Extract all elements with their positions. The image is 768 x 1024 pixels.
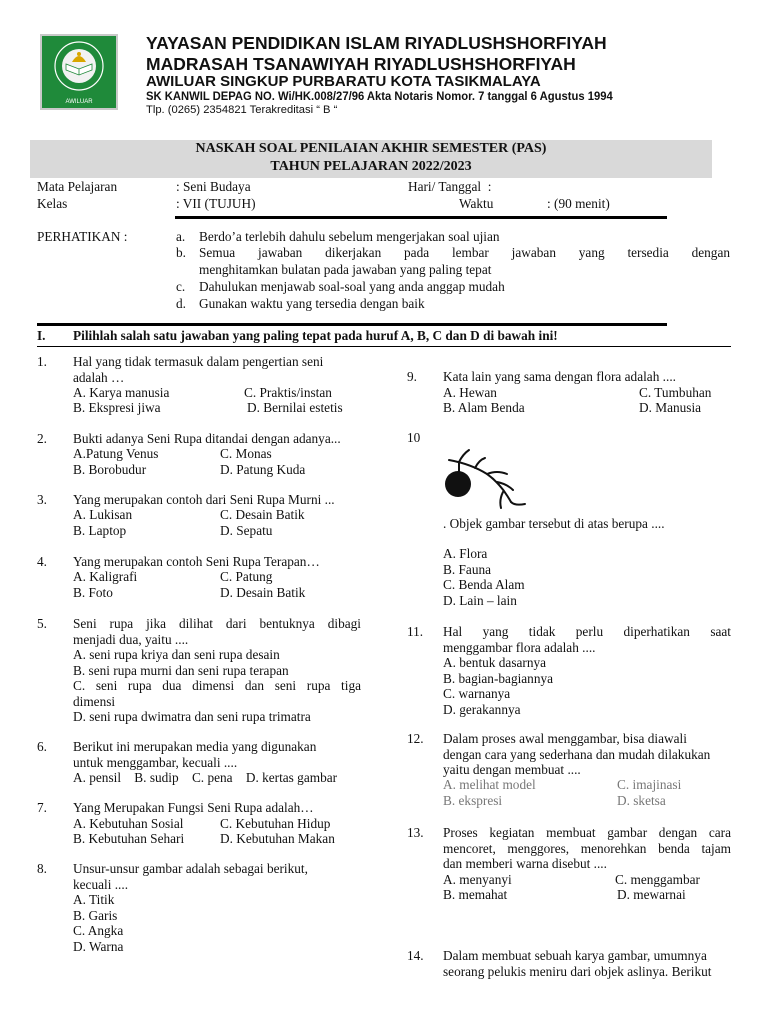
option-d[interactable]: D. Desain Batik — [220, 585, 306, 600]
option-b[interactable]: B. ekspresi — [443, 793, 503, 808]
option-a[interactable]: A. Lukisan — [73, 507, 133, 522]
option-a[interactable]: A. Karya manusia — [73, 385, 170, 400]
question-text: Kata lain yang sama dengan flora adalah .... — [443, 369, 676, 384]
option-d[interactable]: D. mewarnai — [617, 887, 686, 902]
question-text: Berikut ini merupakan media yang digunakan — [73, 739, 317, 754]
option-c[interactable]: C. Angka — [73, 923, 124, 938]
option-d[interactable]: D. Kebutuhan Makan — [220, 831, 335, 846]
question-text: Unsur-unsur gambar adalah sebagai berikut, — [73, 861, 308, 876]
school-logo — [40, 34, 118, 110]
question-11 — [407, 624, 731, 718]
question-number: 2. — [37, 431, 47, 446]
option-a[interactable]: A. Kebutuhan Sosial — [73, 816, 184, 831]
question-text: adalah … — [73, 369, 125, 385]
option-c[interactable]: C. Benda Alam — [443, 577, 525, 592]
question-number: 7. — [37, 800, 47, 815]
svg-text:AWILUAR: AWILUAR — [65, 99, 93, 105]
option-b[interactable]: B. Kebutuhan Sehari — [73, 831, 185, 846]
option-d[interactable]: D. Lain – lain — [443, 592, 517, 608]
question-text: Hal yang tidak termasuk dalam pengertian seni — [73, 354, 324, 369]
option-b[interactable]: B. Borobudur — [73, 462, 147, 477]
question-number: 3. — [37, 492, 47, 507]
question-text: Dalam proses awal menggambar, bisa diawali — [443, 731, 687, 746]
notice-b-line1: Semua jawaban dikerjakan pada lembar jawaban yang tersedia dengan — [199, 245, 730, 260]
question-text: menjadi dua, yaitu .... — [73, 631, 189, 647]
option-a[interactable]: A. bentuk dasarnya — [443, 655, 547, 670]
option-c[interactable]: C. warnanya — [443, 686, 511, 701]
notice-d-letter: d. — [176, 296, 186, 311]
option-d[interactable]: D. Patung Kuda — [220, 462, 306, 477]
school-address: AWILUAR SINGKUP PURBARATU KOTA TASIKMALAYA — [146, 73, 541, 90]
option-d[interactable]: D. sketsa — [617, 793, 666, 808]
question-5 — [37, 616, 367, 726]
option-c[interactable]: C. menggambar — [615, 872, 700, 887]
question-text: dan memberi warna disebut .... — [443, 856, 607, 871]
option-a[interactable]: A. melihat model — [443, 777, 536, 792]
question-6 — [37, 739, 367, 787]
notice-c: Dahulukan menjawab soal-soal yang anda anggap mudah — [199, 279, 505, 294]
info-divider — [175, 216, 667, 219]
option-d[interactable]: D. seni rupa dwimatra dan seni rupa trimatra — [73, 709, 311, 724]
exam-year: TAHUN PELAJARAN 2022/2023 — [270, 159, 472, 174]
question-number: 13. — [407, 825, 424, 840]
question-text: Dalam membuat sebuah karya gambar, umumnya — [443, 948, 707, 963]
option-c[interactable]: C. Desain Batik — [220, 507, 305, 522]
question-3 — [37, 492, 367, 540]
option-c[interactable]: C. Tumbuhan — [639, 385, 712, 400]
school-phone: Tlp. (0265) 2354821 Terakreditasi “ B “ — [146, 104, 338, 116]
question-10 — [407, 430, 731, 610]
question-text: Proses kegiatan membuat gambar dengan cara — [443, 825, 731, 840]
option-c-continued[interactable]: dimensi — [73, 693, 116, 709]
option-b[interactable]: B. Fauna — [443, 561, 492, 577]
option-b[interactable]: B. Ekspresi jiwa — [73, 400, 161, 415]
class-label: Kelas — [37, 196, 68, 211]
notice-b-line2: menghitamkan bulatan pada jawaban yang paling tepat — [199, 262, 492, 277]
section-instruction: Pilihlah salah satu jawaban yang paling tepat pada huruf A, B, C dan D di bawah ini! — [73, 328, 558, 343]
notice-a: Berdo’a terlebih dahulu sebelum mengerjakan soal ujian — [199, 229, 500, 244]
option-d[interactable]: D. Warna — [73, 938, 124, 954]
option-d[interactable]: D. gerakannya — [443, 701, 521, 717]
option-b[interactable]: B. Alam Benda — [443, 400, 525, 415]
notice-a-letter: a. — [176, 229, 186, 244]
option-c[interactable]: C. Praktis/instan — [244, 385, 332, 400]
notice-c-letter: c. — [176, 279, 186, 294]
question-8 — [37, 861, 367, 955]
option-a[interactable]: A. menyanyi — [443, 872, 512, 887]
option-a[interactable]: A. Hewan — [443, 385, 497, 400]
question-12 — [407, 731, 731, 811]
school-emblem-icon — [42, 36, 116, 108]
question-text: mencoret, menggores, menorehkan benda tajam — [443, 840, 731, 856]
option-d[interactable]: D. Sepatu — [220, 523, 273, 538]
option-b[interactable]: B. memahat — [443, 887, 508, 902]
school-name: MADRASAH TSANAWIYAH RIYADLUSHSHORFIYAH — [146, 54, 576, 74]
question-number: 12. — [407, 731, 424, 746]
question-text: dengan cara yang sederhana dan mudah dilakukan — [443, 746, 711, 762]
question-text: menggambar flora adalah .... — [443, 639, 596, 655]
options-inline[interactable]: A. pensil B. sudip C. pena D. kertas gambar — [73, 770, 338, 785]
question-1 — [37, 354, 367, 418]
question-13 — [407, 825, 731, 905]
time-label: Waktu — [459, 196, 494, 211]
option-d[interactable]: D. Manusia — [639, 400, 702, 415]
notice-label: PERHATIKAN : — [37, 229, 128, 244]
question-number: 9. — [407, 369, 417, 384]
question-text: . Objek gambar tersebut di atas berupa .... — [443, 516, 665, 531]
option-b[interactable]: B. seni rupa murni dan seni rupa terapan — [73, 662, 289, 678]
option-c[interactable]: C. seni rupa dua dimensi dan seni rupa tiga — [73, 678, 361, 693]
question-number: 11. — [407, 624, 424, 639]
exam-title-band — [30, 140, 712, 178]
question-text: Bukti adanya Seni Rupa ditandai dengan adanya... — [73, 431, 341, 446]
question-text: yaitu dengan membuat .... — [443, 762, 581, 777]
section-number: I. — [37, 328, 46, 343]
option-b[interactable]: B. Laptop — [73, 523, 127, 538]
question-2 — [37, 431, 367, 479]
question-number: 6. — [37, 739, 47, 754]
question-7 — [37, 800, 367, 848]
option-a[interactable]: A.Patung Venus — [73, 446, 159, 461]
foundation-name: YAYASAN PENDIDIKAN ISLAM RIYADLUSHSHORFIYAH — [146, 33, 607, 53]
section-underline — [37, 346, 731, 347]
option-a[interactable]: A. seni rupa kriya dan seni rupa desain — [73, 647, 280, 662]
question-4 — [37, 554, 367, 602]
question-number: 10 — [407, 430, 421, 445]
question-text: Yang merupakan contoh Seni Rupa Terapan… — [73, 554, 320, 569]
question-text: untuk menggambar, kecuali .... — [73, 754, 238, 770]
option-b[interactable]: B. Foto — [73, 585, 113, 600]
option-d[interactable]: D. Bernilai estetis — [247, 400, 343, 415]
question-number: 14. — [407, 948, 424, 963]
subject-label: Mata Pelajaran — [37, 179, 118, 194]
question-text: Yang Merupakan Fungsi Seni Rupa adalah… — [73, 800, 314, 815]
question-number: 4. — [37, 554, 47, 569]
option-a[interactable]: A. Flora — [443, 546, 488, 561]
option-a[interactable]: A. Kaligrafi — [73, 569, 138, 584]
question-text: Seni rupa jika dilihat dari bentuknya dibagi — [73, 616, 361, 631]
notice-divider — [37, 323, 667, 326]
question-9 — [407, 369, 731, 417]
question-text: kecuali .... — [73, 876, 129, 892]
notice-d: Gunakan waktu yang tersedia dengan baik — [199, 296, 425, 311]
fruit-branch-icon — [441, 444, 531, 516]
option-c[interactable]: C. Monas — [220, 446, 272, 461]
question-14 — [407, 948, 731, 984]
option-b[interactable]: B. bagian-bagiannya — [443, 670, 554, 686]
exam-title: NASKAH SOAL PENILAIAN AKHIR SEMESTER (PAS) — [195, 141, 547, 156]
question-number: 5. — [37, 616, 47, 631]
question-text: Yang merupakan contoh dari Seni Rupa Murni ... — [73, 492, 335, 507]
class-value: : VII (TUJUH) — [176, 196, 256, 211]
question-number: 1. — [37, 354, 47, 369]
option-a[interactable]: A. Titik — [73, 892, 115, 907]
day-label: Hari/ Tanggal : — [408, 179, 492, 194]
question-text: Hal yang tidak perlu diperhatikan saat — [443, 624, 731, 639]
subject-value: : Seni Budaya — [176, 179, 251, 194]
time-value: : (90 menit) — [547, 196, 610, 211]
option-c[interactable]: C. Kebutuhan Hidup — [220, 816, 331, 831]
notice-b-letter: b. — [176, 245, 186, 260]
question-text: seorang pelukis meniru dari objek aslinya. Berikut — [443, 963, 712, 979]
school-decree: SK KANWIL DEPAG NO. Wi/HK.008/27/96 Akta Notaris Nomor. 7 tanggal 6 Agustus 1994 — [146, 90, 613, 103]
option-c[interactable]: C. Patung — [220, 569, 273, 584]
question-number: 8. — [37, 861, 47, 876]
option-c[interactable]: C. imajinasi — [617, 777, 682, 792]
option-b[interactable]: B. Garis — [73, 907, 118, 923]
